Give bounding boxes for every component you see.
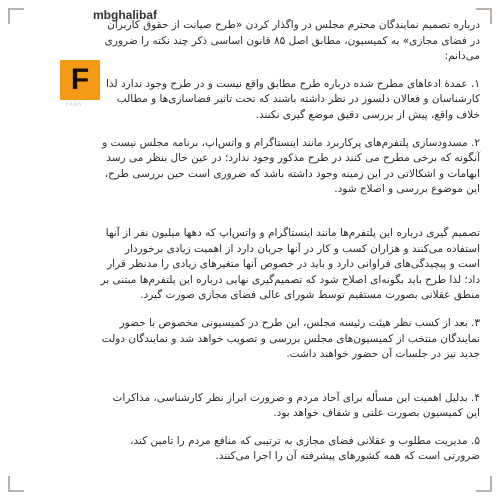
point-5-paragraph: ۵. مدیریت مطلوب و عقلانی فضای مجازی به ترتیبی که منافع مردم را تامین کند، ضرورتی است که همه کشورهای پیشرفته آن را اجرا می‌کنند.: [130, 434, 480, 463]
logo-letter: F: [70, 63, 90, 96]
frame-corner-bottom-right: [476, 476, 492, 492]
username[interactable]: mbghalibaf: [93, 8, 158, 22]
point-1-paragraph: ۱. عمدهٔ ادعاهای مطرح شده درباره طرح مطابق واقع نیست و در طرح وجود ندارد لذا کارشناسان و فعالان دلسوز در نظر داشته باشند که تحت تاثیر فضاسازی‌ها و مطالب خلاف واقع، پیش از بررسی دقیق موضع گیری نکنند.: [105, 77, 480, 121]
platforms-paragraph: تصمیم گیری درباره این پلتفرم‌ها مانند اینستاگرام و واتس‌اپ که دهها میلیون نفر از آنها استفاده می‌کنند و هزاران کسب و کار در آنها جریان دارد از اهمیت زیادی برخوردار است و پیچیدگی‌های فراوانی دارد و باید در خصوص آنها متغیرهای زیادی را مدنظر قرار داد؛ لذا طرح باید بگونه‌ای اصلاح شود که تصمیم‌گیری نهایی درباره این پلتفرم‌ها مبتنی بر منطق عقلانی بصورت مستقیم توسط شورای عالی فضای مجازی صورت گیرد.: [100, 226, 480, 302]
point-4-paragraph: ۴. بدلیل اهمیت این مسأله برای آحاد مردم و ضرورت ابراز نظر کارشناسی، مذاکرات این کمیسیون بصورت علنی و شفاف خواهد بود.: [112, 391, 480, 420]
post-text: [100, 18, 480, 465]
frame-corner-top-left: [8, 8, 24, 24]
frame-corner-bottom-left: [8, 476, 24, 492]
intro-paragraph: درباره تصمیم نمایندگان محترم مجلس در واگذار کردن «طرح صیانت از حقوق کاربران در فضای مجازی» به کمیسیون، مطابق اصل ۸۵ قانون اساسی ذکر چند نکته را ضروری می‌دانم:: [104, 19, 480, 63]
logo-subtitle: FARS: [66, 102, 83, 108]
point-3-paragraph: ۳. بعد از کسب نظر هیئت رئیسه مجلس، این طرح در کمیسیونی مخصوص با حضور نمایندگان منتخب از کمیسیون‌های مجلس بررسی و تصویب خواهد شد و نمایندگان دولت جدید نیز در جلسات آن حضور خواهند داشت.: [101, 316, 480, 361]
point-2-paragraph: ۲. مسدودسازی پلتفرم‌های پرکاربرد مانند اینستاگرام و واتس‌اپ، برنامه مجلس نیست و آنگونه که برخی مطرح می کنند در طرح مذکور وجود ندارد؛ در عین حال بنظر می رسد ابهامات و اشکالاتی در این زمینه وجود داشته باشد که ضروری است حین بررسی طرح، این موضوع بررسی و اصلاح شود.: [102, 136, 480, 196]
fars-logo: [60, 60, 100, 100]
